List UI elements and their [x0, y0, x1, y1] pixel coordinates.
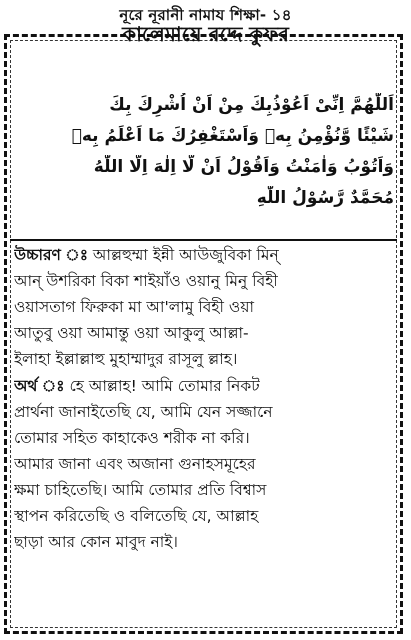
meaning-label: অর্থ ঃ	[14, 377, 65, 395]
arabic-line: اَللّٰهُمَّ اِنِّىْ اَعُوْذُبِكَ مِنْ اَنْ اُشْرِكَ بِكَ	[109, 95, 394, 115]
arabic-line: وَاَتُوْبُ وَاٰمَنْتُ وَاَقُوْلُ اَنْ لَّا اِلٰهَ اِلَّا اللّٰهُ	[93, 157, 394, 177]
meaning-line: ক্ষমা চাহিতেছি। আমি তোমার প্রতি বিশ্বাস	[14, 481, 267, 499]
arabic-line: مُحَمَّدٌ رَّسُوْلُ اللّٰهِ	[256, 188, 394, 208]
pronunciation-line	[14, 245, 400, 265]
pronunciation-line: ইলাহা ইল্লাল্লাহু মুহাম্মাদুর রাসূলু ল্লাহ।	[14, 350, 238, 368]
meaning-line: তোমার সহিত কাহাকেও শরীক না করি।	[14, 429, 250, 447]
pronunciation-label: উচ্চারণ ঃ	[14, 246, 88, 264]
pronunciation-text: আল্লহুম্মা ইন্নী আউজুবিকা মিন্	[92, 246, 279, 264]
meaning-line: ছাড়া আর কোন মাবুদ নাই।	[14, 533, 178, 551]
pronunciation-line: আতুবু ওয়া আমান্তু ওয়া আকুলু আল্লা-	[14, 324, 249, 342]
meaning-line: প্রার্থনা জানাইতেছি যে, আমি যেন সজ্জানে	[14, 403, 273, 421]
meaning-line: আমার জানা এবং অজানা গুনাহসমূহের	[14, 455, 256, 473]
section-divider	[10, 239, 397, 241]
running-head: নূরে নূরানী নামায শিক্ষা- ১৪	[119, 6, 292, 24]
meaning-line	[14, 376, 400, 396]
meaning-line: স্থাপন করিতেছি ও বলিতেছি যে, আল্লাহ	[14, 507, 259, 525]
arabic-line: شَيْئًا وَّنُؤْمِنُ بِهٖ وَاَسْتَغْفِرُكَ مَا اَعْلَمُ بِهٖ	[71, 126, 394, 146]
pronunciation-line: আন্ উশরিকা বিকা শাইয়াঁও ওয়ানু মিনু বিহী	[14, 272, 278, 290]
page-title: কালেমায়ে রদ্দে কুফর	[122, 22, 289, 46]
pronunciation-line: ওয়াসতাগ ফিরুকা মা আ'লামু বিহী ওয়া	[14, 298, 254, 316]
meaning-text: হে আল্লাহ! আমি তোমার নিকট	[69, 377, 260, 395]
